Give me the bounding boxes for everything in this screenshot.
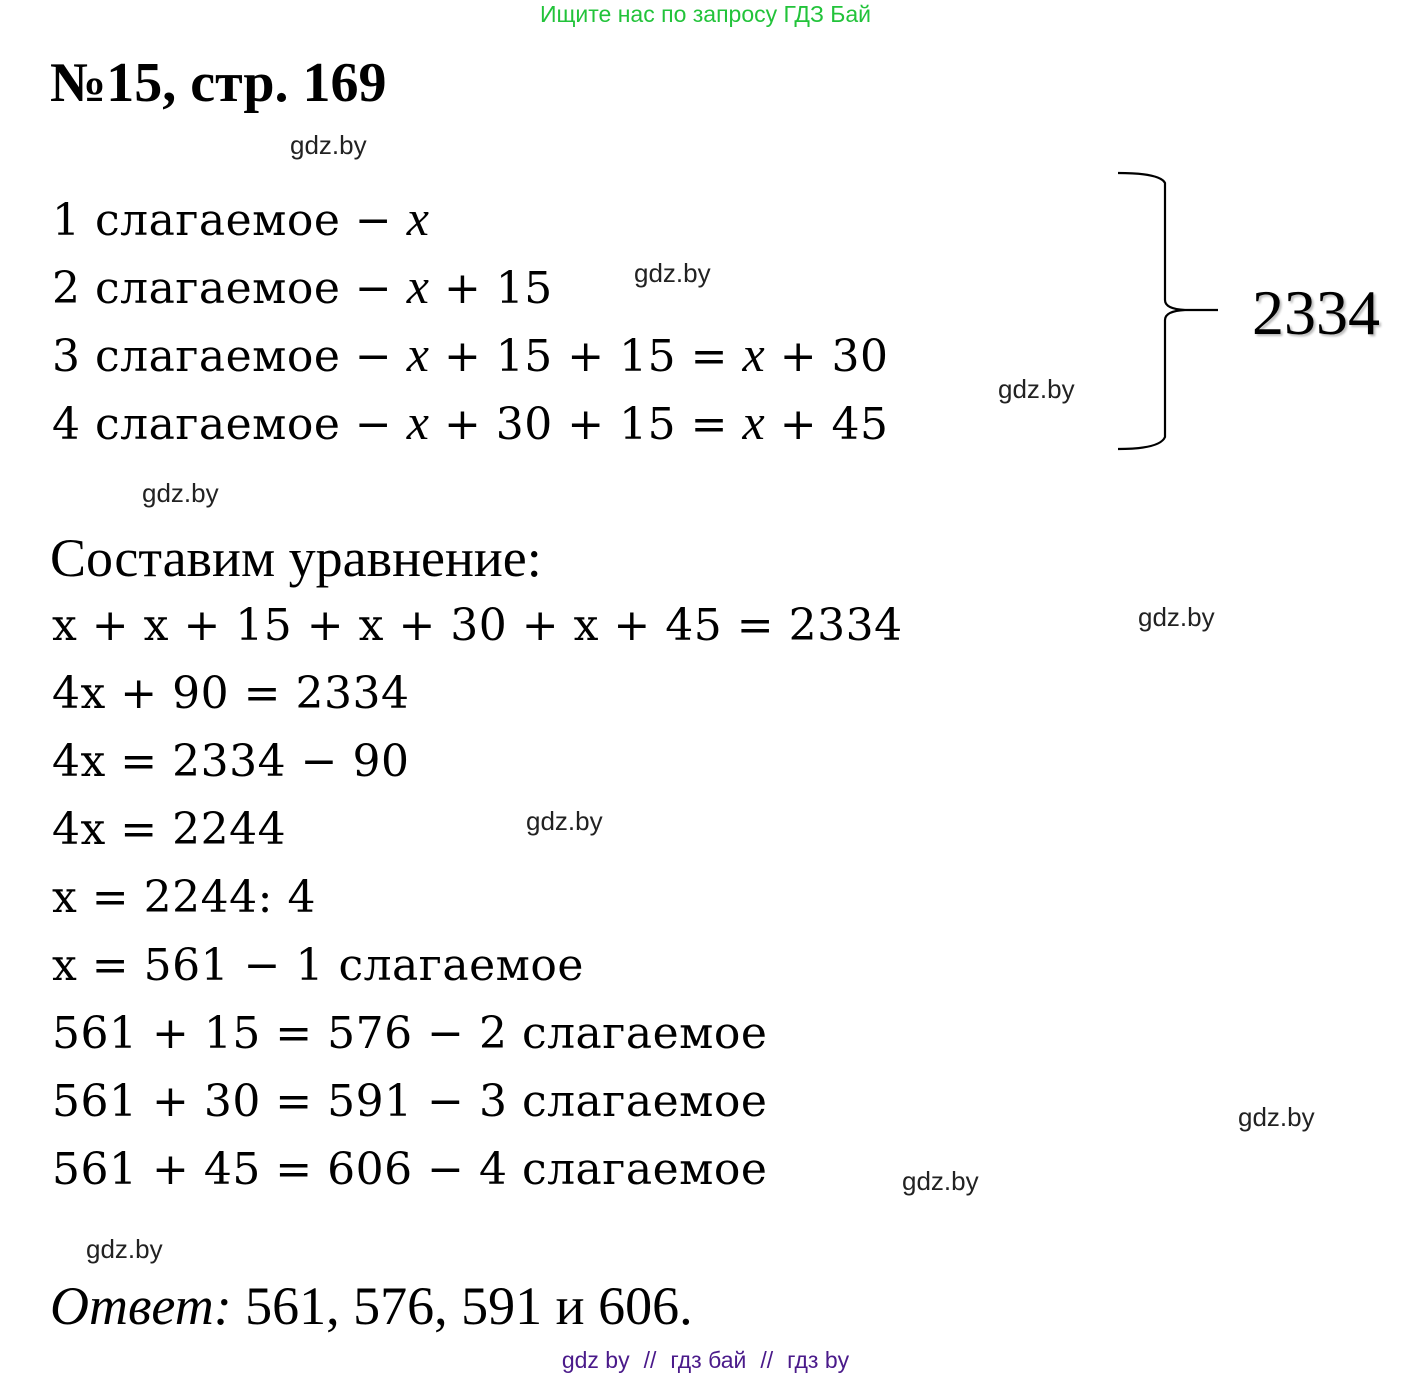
answer (50, 1276, 693, 1336)
footer-item: гдз by (787, 1347, 850, 1373)
equation-line: 561 + 15 = 576 − 2 слагаемое (52, 1008, 768, 1059)
watermark: gdz.by (1138, 602, 1215, 632)
problem-title: №15, стр. 169 (50, 52, 387, 114)
watermark: gdz.by (998, 374, 1075, 404)
footer-links: gdz by // гдз бай // гдз by (561, 1347, 850, 1373)
curly-brace-icon (1110, 165, 1230, 455)
addend-line-2: 2 слагаемое − x + 15 (52, 258, 553, 314)
watermark: gdz.by (634, 258, 711, 288)
equation-line: 4x + 90 = 2334 (52, 668, 410, 719)
footer-item: гдз бай (670, 1347, 747, 1373)
footer-item: gdz by (561, 1347, 630, 1373)
equation-line: 561 + 30 = 591 − 3 слагаемое (52, 1076, 768, 1127)
watermark: gdz.by (1238, 1102, 1315, 1132)
watermark: gdz.by (86, 1234, 163, 1264)
watermark: gdz.by (290, 130, 367, 160)
equation-line: 4x = 2244 (52, 804, 287, 855)
equation-line: 4x = 2334 − 90 (52, 736, 410, 787)
sum-total: 2334 (1252, 277, 1380, 348)
equation-line: 561 + 45 = 606 − 4 слагаемое (52, 1144, 768, 1195)
answer-label: Ответ: (50, 1276, 232, 1336)
search-hint-banner: Ищите нас по запросу ГДЗ Бай (539, 1, 872, 27)
addend-line-1: 1 слагаемое − x (52, 190, 430, 246)
watermark: gdz.by (526, 806, 603, 836)
watermark: gdz.by (142, 478, 219, 508)
equation-line: x = 561 − 1 слагаемое (52, 940, 584, 991)
equation-line: x + x + 15 + x + 30 + x + 45 = 2334 (52, 600, 903, 651)
answer-value: 561, 576, 591 и 606. (245, 1276, 693, 1336)
addend-line-4: 4 слагаемое − x + 30 + 15 = x + 45 (52, 394, 889, 450)
equation-line: x = 2244: 4 (52, 872, 316, 923)
equation-heading: Составим уравнение: (50, 528, 542, 588)
addend-line-3: 3 слагаемое − x + 15 + 15 = x + 30 (52, 326, 889, 382)
watermark: gdz.by (902, 1166, 979, 1196)
